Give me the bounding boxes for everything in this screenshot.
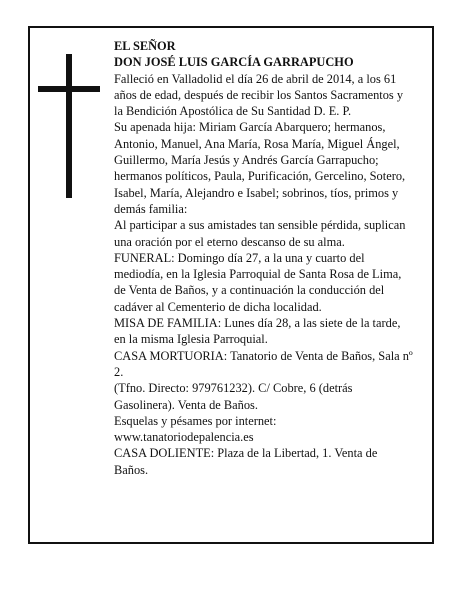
notice-title: EL SEÑOR	[114, 39, 176, 53]
death-announcement: Falleció en Valladolid el día 26 de abril de 2014, a los 61 años de edad, después de recibir los Santos Sacramentos y la Bendición Apostólica de Su Santidad D. E. P.	[114, 71, 404, 119]
cross-icon	[38, 54, 100, 198]
funeral-home-details: CASA MORTUORIA: Tanatorio de Venta de Baños, Sala nº 2.	[114, 348, 413, 379]
funeral-details: FUNERAL: Domingo día 27, a la una y cuarto del mediodía, en la Iglesia Parroquial de Santa Rosa de Lima, de Venta de Baños, y a continuación la conducción del cadáver al Cementerio de dicha localidad.	[114, 250, 402, 314]
cross-vertical-bar	[66, 54, 72, 198]
family-mass-details: MISA DE FAMILIA: Lunes día 28, a las siete de la tarde, en la misma Iglesia Parroquial.	[114, 316, 401, 347]
notice-body	[114, 38, 414, 478]
family-list: Su apenada hija: Miriam García Abarquero; hermanos, Antonio, Manuel, Ana María, Rosa María, Miguel Ángel, Guillermo, María Jesús y Andrés García Garrapucho; hermanos políticos, Paula, Purificación, Gercelino, Sotero, Isabel, María, Alejandro e Isabel; sobrinos, tíos, primos y demás familia:	[114, 120, 406, 216]
funeral-home-contact: (Tfno. Directo: 979761232). C/ Cobre, 6 (detrás Gasolinera). Venta de Baños.	[114, 381, 353, 412]
deceased-name: DON JOSÉ LUIS GARCÍA GARRAPUCHO	[114, 55, 354, 70]
online-condolences: Esquelas y pésames por internet: www.tanatoriodepalencia.es	[114, 413, 277, 445]
cross-horizontal-bar	[38, 86, 100, 92]
family-home-address: CASA DOLIENTE: Plaza de la Libertad, 1. Venta de Baños.	[114, 446, 378, 477]
prayer-request: Al participar a sus amistades tan sensible pérdida, suplican una oración por el eterno descanso de su alma.	[114, 218, 406, 249]
